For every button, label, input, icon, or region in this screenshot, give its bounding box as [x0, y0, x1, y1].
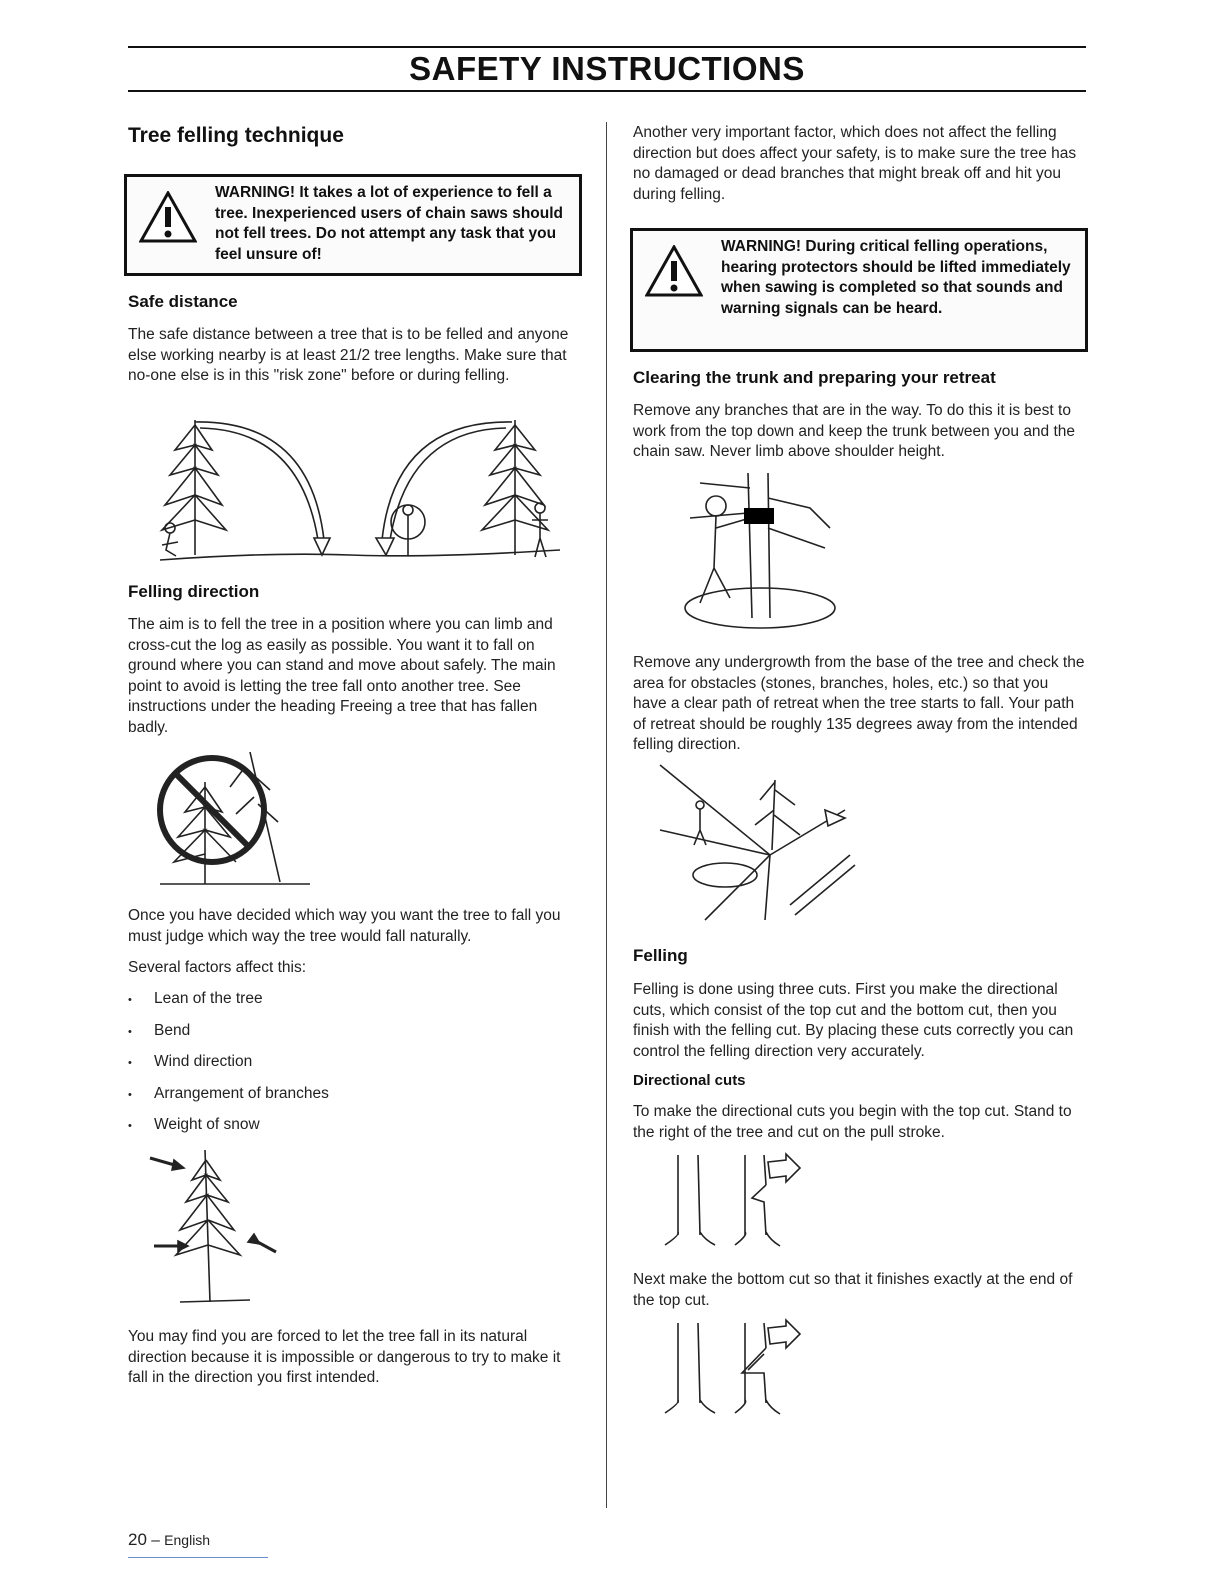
top-cut-illustration [660, 1150, 810, 1250]
tree-onto-tree-prohibited-illustration [150, 742, 320, 892]
bottom-cut-illustration [660, 1318, 810, 1418]
forced-direction-text: You may find you are forced to let the tree fall in its natural direction because it is impossible or dangerous to try to make it fall in the direction you first intended. [128, 1328, 561, 1386]
felling-direction-heading: Felling direction [128, 582, 260, 601]
warning-box-hearing [630, 228, 1088, 352]
footer-rule [128, 1557, 268, 1558]
safe-distance-text: The safe distance between a tree that is to be felled and anyone else working nearby is at least 21/2 tree lengths. Make sure that no-one else is in this "risk zone" before or during felling. [128, 326, 569, 384]
clearing-heading: Clearing the trunk and preparing your retreat [633, 368, 996, 387]
list-item: • Weight of snow [128, 1116, 329, 1148]
header-bottom-rule [128, 90, 1086, 92]
page-footer [128, 1530, 210, 1550]
section-title: Tree felling technique [128, 124, 344, 147]
footer-language: English [164, 1532, 211, 1548]
clearing-text-1: Remove any branches that are in the way. To do this it is best to work from the top down and keep the trunk between you and the chain saw. Never limb above shoulder height. [633, 402, 1076, 460]
felling-text: Felling is done using three cuts. First you make the directional cuts, which consist of the top cut and the bottom cut, then you finish with the felling cut. By placing these cuts correctly you can control the felling direction very accurately. [633, 981, 1074, 1060]
retreat-path-illustration [660, 760, 860, 925]
felling-heading: Felling [633, 946, 688, 965]
clearing-text-2: Remove any undergrowth from the base of the tree and check the area for obstacles (stones, branches, holes, etc.) so that you have a clear path of retreat when the tree starts to fall. Your path of retreat should be roughly 135 degrees away from the intended felling direction. [633, 654, 1085, 753]
natural-direction-text: Once you have decided which way you want the tree to fall you must judge which way the tree would fall naturally. [128, 907, 561, 945]
safe-distance-heading: Safe distance [128, 292, 238, 311]
warning-box-experience [124, 174, 582, 276]
dead-branches-text: Another very important factor, which does not affect the felling direction but does affect your safety, is to make sure the tree has no damaged or dead branches that might break off and hit you during felling. [633, 124, 1077, 203]
page-number: 20 [128, 1530, 147, 1549]
safe-distance-illustration [150, 410, 570, 570]
warning-text-hearing: WARNING! During critical felling operations, hearing protectors should be lifted immediately when sawing is completed so that sounds and warning signals can be heard. [721, 238, 1071, 317]
warning-triangle-icon [645, 245, 703, 297]
column-divider [606, 122, 607, 1508]
list-item: • Arrangement of branches [128, 1085, 329, 1117]
warning-triangle-icon [139, 191, 197, 243]
tree-factors-illustration [150, 1140, 290, 1310]
directional-cuts-text-1: To make the directional cuts you begin with the top cut. Stand to the right of the tree and cut on the pull stroke. [633, 1103, 1072, 1141]
header-top-rule [128, 46, 1086, 48]
footer-separator: – [151, 1532, 160, 1549]
directional-cuts-text-2: Next make the bottom cut so that it finishes exactly at the end of the top cut. [633, 1271, 1073, 1309]
list-item: • Wind direction [128, 1053, 329, 1085]
factors-intro-text: Several factors affect this: [128, 959, 307, 976]
list-item: • Bend [128, 1022, 329, 1054]
felling-direction-text: The aim is to fell the tree in a position where you can limb and cross-cut the log as easily as possible. You want it to fall on ground where you can stand and move about safely. The main point to avoid is letting the tree fall onto another tree. See instructions under the heading Freeing a tree that has fallen badly. [128, 616, 556, 736]
warning-text-experience: WARNING! It takes a lot of experience to fell a tree. Inexperienced users of chain saws should not fell trees. Do not attempt any task that you feel unsure of! [215, 184, 564, 263]
page-title: SAFETY INSTRUCTIONS [409, 50, 805, 87]
factors-list [128, 990, 329, 1148]
limbing-illustration [660, 468, 840, 633]
directional-cuts-heading: Directional cuts [633, 1072, 746, 1089]
list-item: • Lean of the tree [128, 990, 329, 1022]
